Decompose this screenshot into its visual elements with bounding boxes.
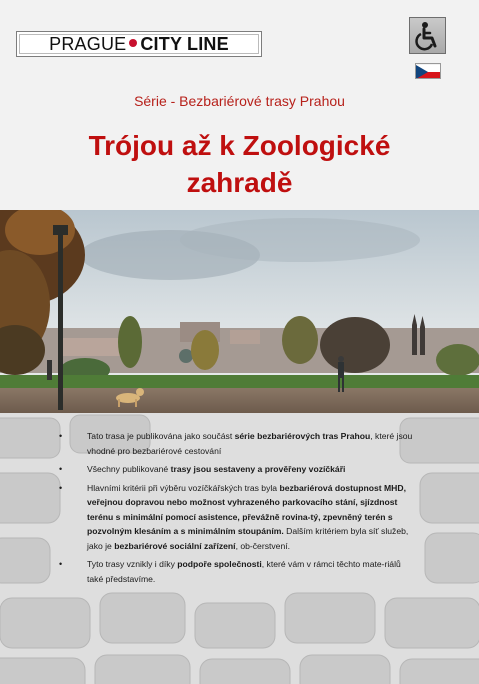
header-area (0, 0, 479, 210)
czech-flag-icon[interactable] (415, 63, 441, 79)
body-text: Tyto trasy vznikly i díky (87, 559, 178, 569)
body-text: , které vám v rámci těchto mate-riálů také představíme. (87, 559, 401, 584)
emphasis-text: bezbariérová dostupnost MHD, veřejnou dopravou nebo možnost vyhrazeného parkovacího stání, sjízdnost terénu s minimální pomocí asistence, převážně rovina-tý, zpevněný terén s pozvolným klesáním a s minimálním stoupáním. (87, 482, 406, 536)
wheelchair-icon (409, 17, 446, 54)
list-item (59, 462, 419, 477)
list-item-text (87, 464, 345, 474)
title-line-2: zahradě (186, 167, 293, 198)
bullet-list (59, 429, 419, 590)
emphasis-text: podpoře společnosti (177, 559, 262, 569)
body-text: Dalším kritériem byla síť služeb, jako je (87, 526, 409, 551)
body-text: , ob-čerstvení. (235, 540, 291, 551)
bullet-marker: • (59, 464, 63, 474)
body-text: Všechny publikované (87, 464, 171, 474)
body-text: , které jsou vhodné pro bezbariérové cestování (87, 431, 413, 456)
page-title (0, 127, 479, 201)
body-text: Tato trasa je publikována jako součást (87, 431, 235, 441)
logo-text-right: CITY LINE (140, 33, 229, 54)
czech-flag-graphic (416, 65, 440, 79)
list-item (59, 557, 419, 586)
logo-text-left: PRAGUE (49, 33, 127, 54)
body-text: Hlavními kritérii při výběru vozíčkářských tras byla (87, 482, 280, 493)
title-line-1: Trójou až k Zoologické (88, 130, 391, 161)
wheelchair-icon-graphic (410, 18, 445, 53)
series-subtitle: Série - Bezbariérové trasy Prahou (134, 93, 345, 109)
bullet-marker: • (59, 559, 63, 569)
list-item-text (87, 483, 408, 551)
prague-city-line-logo (16, 31, 262, 57)
list-item (59, 429, 419, 458)
prague-panorama-photo (0, 210, 479, 413)
logo-dot (129, 39, 137, 47)
list-item-text (87, 559, 401, 584)
photo-graphic (0, 210, 479, 413)
list-item-text (87, 431, 412, 456)
bullet-marker: • (59, 482, 63, 493)
list-item (59, 481, 419, 554)
emphasis-text: bezbariérové sociální zařízení (114, 540, 236, 551)
emphasis-text: série bezbariérových tras Prahou (234, 431, 371, 441)
emphasis-text: trasy jsou sestaveny a prověřeny vozíčkáři (170, 464, 346, 474)
bullet-marker: • (59, 431, 63, 441)
